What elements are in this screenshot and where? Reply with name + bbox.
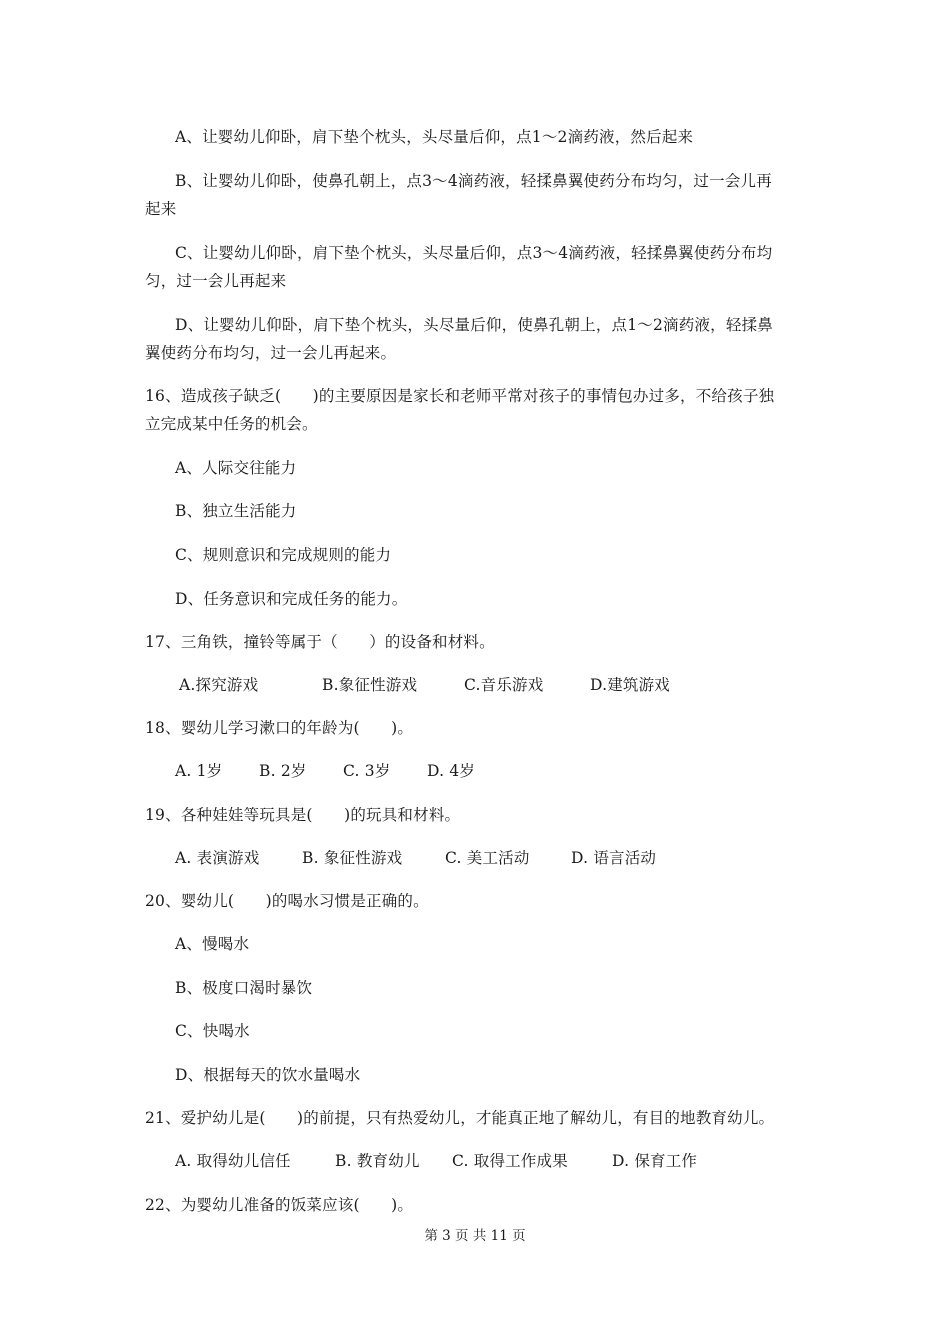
q18-option-a: A. 1岁 [175,762,223,780]
q20-option-a: A、慢喝水 [175,935,250,953]
q15-option-d-line2: 翼使药分布均匀，过一会儿再起来。 [145,344,397,362]
q20-option-d: D、根据每天的饮水量喝水 [175,1066,361,1084]
q16-stem-line1: 16、造成孩子缺乏( )的主要原因是家长和老师平常对孩子的事情包办过多，不给孩子独 [145,387,775,405]
q21-option-b: B. 教育幼儿 [335,1152,420,1170]
q18-options [175,761,475,781]
q19-stem: 19、各种娃娃等玩具是( )的玩具和材料。 [145,806,461,824]
q19-option-d: D. 语言活动 [571,849,657,867]
q20-option-c: C、快喝水 [175,1022,250,1040]
q16-stem-line2: 立完成某中任务的机会。 [145,415,318,433]
page-footer: 第 3 页 共 11 页 [424,1228,526,1244]
q17-option-c: C.音乐游戏 [464,676,544,694]
q16-option-b: B、独立生活能力 [175,502,297,520]
q19-option-b: B. 象征性游戏 [302,849,403,867]
q15-option-c-line1: C、让婴幼儿仰卧，肩下垫个枕头，头尽量后仰，点3～4滴药液，轻揉鼻翼使药分布均 [175,244,773,262]
q21-option-c: C. 取得工作成果 [452,1152,568,1170]
q18-option-d: D. 4岁 [427,762,476,780]
q20-stem: 20、婴幼儿( )的喝水习惯是正确的。 [145,892,429,910]
q16-option-d: D、任务意识和完成任务的能力。 [175,590,408,608]
q22-stem: 22、为婴幼儿准备的饭菜应该( )。 [145,1196,414,1214]
q19-options [175,848,656,868]
q18-option-c: C. 3岁 [343,762,391,780]
q17-options [179,675,670,695]
q16-option-a: A、人际交往能力 [175,459,297,477]
q15-option-b-line1: B、让婴幼儿仰卧，使鼻孔朝上，点3～4滴药液，轻揉鼻翼使药分布均匀，过一会儿再 [175,172,772,190]
q19-option-c: C. 美工活动 [445,849,530,867]
q18-option-b: B. 2岁 [259,762,307,780]
q19-option-a: A. 表演游戏 [175,849,260,867]
q18-stem: 18、婴幼儿学习漱口的年龄为( )。 [145,719,414,737]
q15-option-b-line2: 起来 [145,200,177,218]
q17-option-a: A.探究游戏 [179,676,259,694]
q21-option-d: D. 保育工作 [612,1152,698,1170]
q15-option-a: A、让婴幼儿仰卧，肩下垫个枕头，头尽量后仰，点1～2滴药液，然后起来 [175,128,694,146]
q17-option-d: D.建筑游戏 [590,676,671,694]
q21-options [175,1151,697,1171]
q15-option-d-line1: D、让婴幼儿仰卧，肩下垫个枕头，头尽量后仰，使鼻孔朝上，点1～2滴药液，轻揉鼻 [175,316,773,334]
q21-stem: 21、爱护幼儿是( )的前提，只有热爱幼儿，才能真正地了解幼儿，有目的地教育幼儿。 [145,1109,775,1127]
q17-stem: 17、三角铁，撞铃等属于（ ）的设备和材料。 [145,633,495,651]
q20-option-b: B、极度口渴时暴饮 [175,979,313,997]
q16-option-c: C、规则意识和完成规则的能力 [175,546,392,564]
q17-option-b: B.象征性游戏 [322,676,418,694]
q21-option-a: A. 取得幼儿信任 [175,1152,291,1170]
q15-option-c-line2: 匀，过一会儿再起来 [145,272,287,290]
